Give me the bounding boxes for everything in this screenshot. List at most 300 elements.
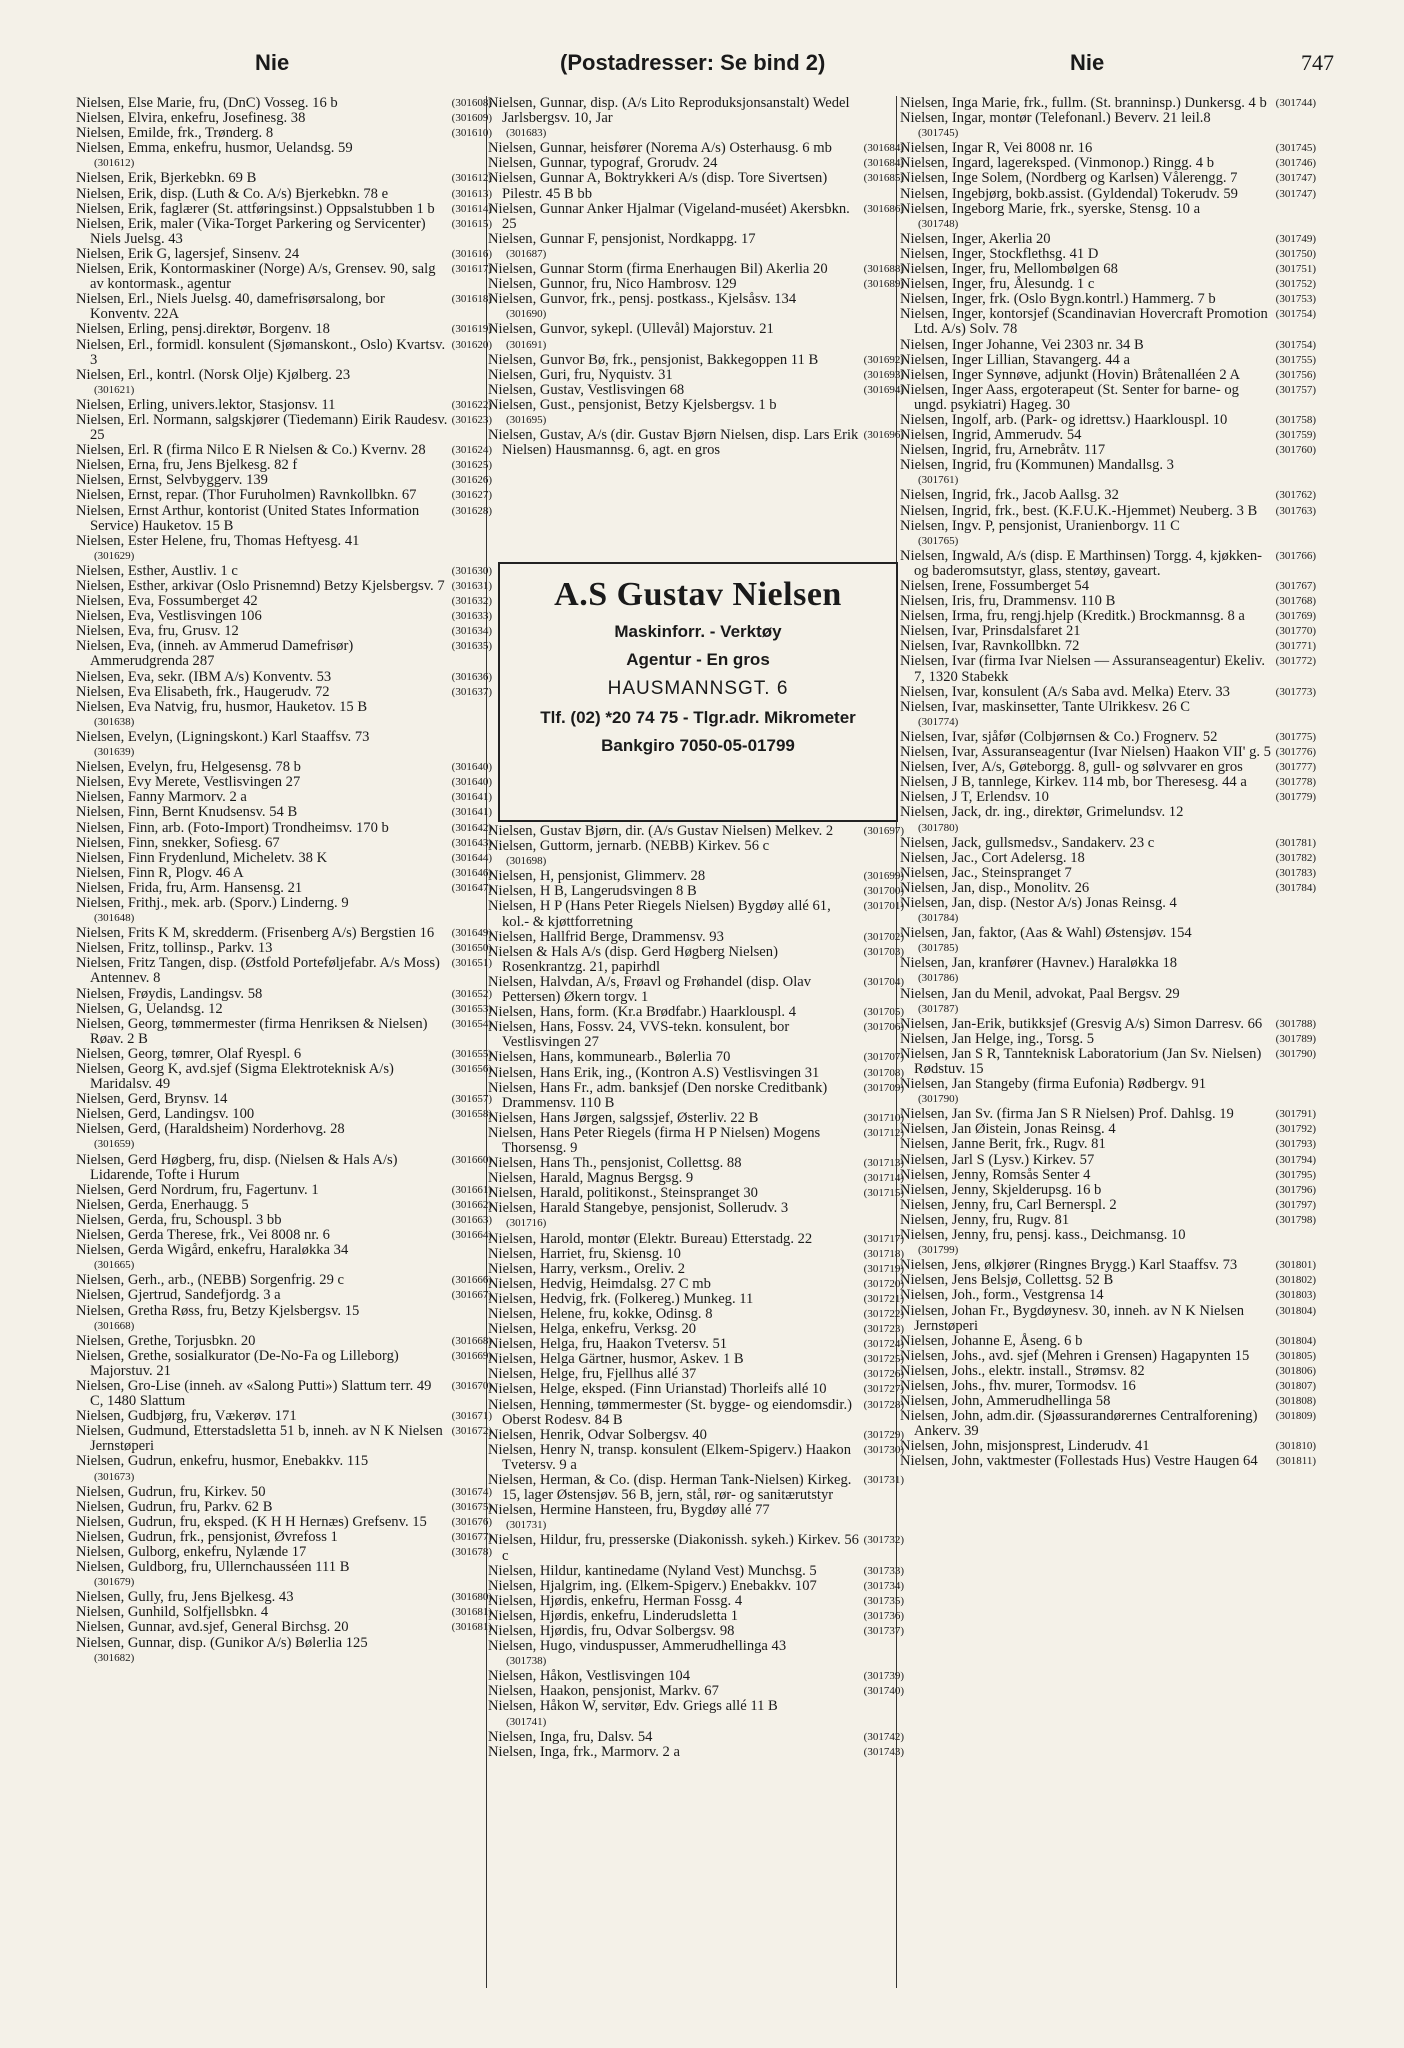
directory-entry <box>900 247 1316 262</box>
directory-entry <box>76 639 492 669</box>
entry-code: (301741) <box>506 1715 547 1728</box>
entry-text: Nielsen, Evelyn, fru, Helgesensg. 78 b <box>76 759 301 776</box>
entry-code: (301718) <box>863 1247 904 1260</box>
entry-code: (301688) <box>863 263 904 276</box>
directory-entry <box>900 1198 1316 1213</box>
entry-code: (301731) <box>506 1519 547 1532</box>
directory-entry <box>900 760 1316 775</box>
entry-code: (301709) <box>863 1081 904 1094</box>
entry-code: (301748) <box>918 217 959 230</box>
entry-text: Nielsen, Hjørdis, fru, Odvar Solbergsv. 98 <box>488 1622 735 1639</box>
entry-code: (301742) <box>863 1730 904 1743</box>
entry-code: (301790) <box>918 1093 959 1106</box>
directory-entry <box>488 322 904 352</box>
entry-code: (301805) <box>1275 1349 1316 1362</box>
entry-text: Nielsen, Ingrid, frk., Jacob Aallsg. 32 <box>900 487 1119 504</box>
directory-entry <box>76 141 492 171</box>
directory-column-3 <box>900 96 1316 1470</box>
directory-entry <box>76 805 492 820</box>
directory-entry <box>900 413 1316 428</box>
directory-entry <box>488 945 904 975</box>
directory-entry <box>76 473 492 488</box>
entry-code: (301619) <box>451 323 492 336</box>
directory-entry <box>76 775 492 790</box>
entry-text: Nielsen, Gustav, Vestlisvingen 68 <box>488 381 685 398</box>
directory-entry <box>900 262 1316 277</box>
entry-code: (301647) <box>451 881 492 894</box>
directory-entry <box>488 262 904 277</box>
directory-entry <box>488 1503 904 1533</box>
directory-entry <box>900 745 1316 760</box>
directory-entry <box>900 549 1316 579</box>
entry-text: Nielsen, Gunnar, avd.sjef, General Birchsg. 20 <box>76 1619 349 1636</box>
entry-text: Nielsen, H, pensjonist, Glimmerv. 28 <box>488 868 706 885</box>
directory-entry <box>76 1409 492 1424</box>
directory-entry <box>488 1005 904 1020</box>
entry-text: Nielsen, Gust., pensjonist, Betzy Kjelsbergsv. 1 b <box>488 396 777 413</box>
entry-code: (301653) <box>451 1002 492 1015</box>
directory-entry <box>900 1394 1316 1409</box>
entry-text: Nielsen, Grethe, Torjusbkn. 20 <box>76 1332 256 1349</box>
entry-code: (301685) <box>863 172 904 185</box>
entry-text: Nielsen, Jens Belsjø, Collettsg. 52 B <box>900 1272 1114 1289</box>
directory-entry <box>488 1307 904 1322</box>
directory-entry <box>900 1273 1316 1288</box>
directory-entry <box>900 654 1316 684</box>
entry-code: (301636) <box>451 670 492 683</box>
directory-entry <box>488 202 904 232</box>
entry-code: (301770) <box>1275 625 1316 638</box>
directory-entry <box>488 1247 904 1262</box>
entry-code: (301719) <box>863 1262 904 1275</box>
entry-text: Nielsen, Ingrid, Ammerudv. 54 <box>900 427 1082 444</box>
entry-code: (301790) <box>1275 1047 1316 1060</box>
entry-code: (301793) <box>1275 1138 1316 1151</box>
entry-code: (301656) <box>451 1063 492 1075</box>
directory-entry <box>76 1636 492 1666</box>
entry-text: Nielsen, Inger, kontorsjef (Scandinavian Hovercraft Promotion Ltd. A/s) Solv. 78 <box>900 306 1268 338</box>
directory-column-2-bottom <box>488 824 904 1760</box>
entry-text: Nielsen, Hildur, fru, presserske (Diakonissh. sykeh.) Kirkev. 56 c <box>488 1532 859 1564</box>
directory-entry <box>488 1609 904 1624</box>
directory-entry <box>76 700 492 730</box>
entry-code: (301727) <box>863 1383 904 1396</box>
entry-code: (301714) <box>863 1172 904 1185</box>
entry-text: Nielsen, Grethe, sosialkurator (De-No-Fa og Lilleborg) Majorstuv. 21 <box>76 1347 399 1379</box>
entry-code: (301673) <box>94 1470 135 1483</box>
entry-text: Nielsen, Hans Erik, ing., (Kontron A.S) Vestlisvingen 31 <box>488 1064 820 1081</box>
entry-text: Nielsen, Fanny Marmorv. 2 a <box>76 789 247 806</box>
directory-entry <box>488 428 904 458</box>
entry-code: (301799) <box>918 1244 959 1257</box>
entry-text: Nielsen, Gretha Røss, fru, Betzy Kjelsbergsv. 15 <box>76 1302 360 1319</box>
entry-text: Nielsen, Gunnar, typograf, Grorudv. 24 <box>488 155 718 172</box>
entry-text: Nielsen, Harriet, fru, Skiensg. 10 <box>488 1245 681 1262</box>
entry-text: Nielsen, Frithj., mek. arb. (Sporv.) Linderng. 9 <box>76 894 349 911</box>
directory-entry <box>488 1367 904 1382</box>
entry-code: (301713) <box>863 1157 904 1170</box>
directory-entry <box>488 1443 904 1473</box>
directory-entry <box>900 790 1316 805</box>
entry-text: Nielsen, Ivar, sjåfør (Colbjørnsen & Co.) Frognerv. 52 <box>900 728 1218 745</box>
directory-entry <box>900 307 1316 337</box>
entry-code: (301801) <box>1275 1259 1316 1272</box>
directory-entry <box>900 1454 1316 1469</box>
directory-entry <box>900 956 1316 986</box>
entry-text: Nielsen, Eva, Vestlisvingen 106 <box>76 608 262 625</box>
directory-entry <box>76 1122 492 1152</box>
entry-text: Nielsen, Gerd, Brynsv. 14 <box>76 1091 228 1108</box>
directory-entry <box>76 866 492 881</box>
entry-text: Nielsen, Helge, fru, Fjellhus allé 37 <box>488 1366 697 1383</box>
directory-entry <box>900 1183 1316 1198</box>
entry-code: (301802) <box>1275 1274 1316 1287</box>
header-right-word: Nie <box>1070 50 1105 75</box>
entry-code: (301807) <box>1275 1379 1316 1392</box>
directory-entry <box>76 624 492 639</box>
directory-entry <box>76 836 492 851</box>
entry-code: (301674) <box>451 1485 492 1498</box>
entry-code: (301702) <box>863 930 904 943</box>
directory-entry <box>76 1153 492 1183</box>
entry-code: (301716) <box>506 1217 547 1230</box>
directory-entry <box>76 111 492 126</box>
entry-text: Nielsen, Jan, disp. (Nestor A/s) Jonas Reinsg. 4 <box>900 894 1177 911</box>
entry-code: (301684) <box>863 142 904 155</box>
entry-code: (301743) <box>863 1745 904 1758</box>
directory-entry <box>900 277 1316 292</box>
entry-text: Nielsen, Jenny, fru, pensj. kass., Deichmansg. 10 <box>900 1227 1186 1244</box>
entry-code: (301728) <box>863 1398 904 1411</box>
entry-text: Nielsen, Erna, fru, Jens Bjelkesg. 82 f <box>76 457 298 474</box>
entry-code: (301767) <box>1275 580 1316 592</box>
entry-code: (301694) <box>863 383 904 396</box>
entry-text: Nielsen, Hans Jørgen, salgssjef, Østerliv. 22 B <box>488 1109 759 1126</box>
directory-entry <box>488 1186 904 1201</box>
directory-entry <box>76 368 492 398</box>
entry-code: (301765) <box>918 534 959 547</box>
directory-entry <box>488 368 904 383</box>
directory-entry <box>900 1258 1316 1273</box>
entry-code: (301721) <box>863 1292 904 1305</box>
entry-code: (301745) <box>1275 142 1316 155</box>
entry-text: Nielsen, Gunnar, heisfører (Norema A/s) Osterhausg. 6 mb <box>488 140 832 157</box>
entry-code: (301787) <box>918 1002 959 1015</box>
entry-code: (301681) <box>451 1606 492 1619</box>
entry-code: (301652) <box>451 987 492 1000</box>
entry-text: Nielsen, Ingrid, fru (Kommunen) Mandallsg. 3 <box>900 457 1174 474</box>
directory-entry <box>76 1349 492 1379</box>
directory-entry <box>488 884 904 899</box>
directory-entry <box>76 322 492 337</box>
entry-text: Nielsen, Guttorm, jernarb. (NEBB) Kirkev. 56 c <box>488 838 770 855</box>
directory-entry <box>76 594 492 609</box>
directory-entry <box>488 1533 904 1563</box>
entry-code: (301610) <box>451 127 492 140</box>
entry-text: Nielsen, Gunhild, Solfjellsbkn. 4 <box>76 1604 269 1621</box>
entry-text: Nielsen, Erik, maler (Vika-Torget Parkering og Servicenter) Niels Juelsg. 43 <box>76 215 426 247</box>
directory-entry <box>76 1017 492 1047</box>
directory-entry <box>900 1047 1316 1077</box>
entry-text: Nielsen, John, misjonsprest, Linderudv. 41 <box>900 1438 1150 1455</box>
directory-column-2-top <box>488 96 904 458</box>
directory-entry <box>488 1337 904 1352</box>
directory-entry <box>900 96 1316 111</box>
entry-code: (301627) <box>451 489 492 502</box>
entry-text: Nielsen, Elvira, enkefru, Josefinesg. 38 <box>76 110 306 127</box>
directory-entry <box>900 1304 1316 1334</box>
entry-text: Nielsen, Finn, arb. (Foto-Import) Trondheimsv. 170 b <box>76 819 389 836</box>
entry-text: Nielsen, Ingrid, frk., best. (K.F.U.K.-Hjemmet) Neuberg. 3 B <box>900 502 1258 519</box>
entry-code: (301669) <box>451 1349 492 1362</box>
entry-text: Nielsen, Henning, tømmermester (St. bygge- og eiendomsdir.) Oberst Rodesv. 84 B <box>488 1396 852 1428</box>
entry-text: Nielsen, Gerda Therese, frk., Vei 8008 nr. 6 <box>76 1227 330 1244</box>
directory-entry <box>488 1684 904 1699</box>
directory-entry <box>900 775 1316 790</box>
directory-entry <box>488 899 904 929</box>
entry-code: (301735) <box>863 1594 904 1607</box>
entry-text: Nielsen, Gerd, Landingsv. 100 <box>76 1106 255 1123</box>
directory-entry <box>900 1032 1316 1047</box>
entry-code: (301740) <box>863 1685 904 1698</box>
directory-entry <box>488 1232 904 1247</box>
directory-entry <box>488 839 904 869</box>
entry-text: Nielsen, Finn, snekker, Sofiesg. 67 <box>76 834 280 851</box>
directory-entry <box>76 1092 492 1107</box>
directory-entry <box>900 353 1316 368</box>
entry-text: Nielsen, Jan-Erik, butikksjef (Gresvig A/s) Simon Darresv. 66 <box>900 1015 1263 1032</box>
directory-entry <box>76 488 492 503</box>
entry-text: Nielsen, Iris, fru, Drammensv. 110 B <box>900 593 1116 610</box>
directory-entry <box>76 1590 492 1605</box>
directory-entry <box>488 1126 904 1156</box>
directory-entry <box>488 1081 904 1111</box>
directory-entry <box>76 202 492 217</box>
directory-entry <box>488 1156 904 1171</box>
directory-entry <box>900 881 1316 896</box>
directory-entry <box>76 670 492 685</box>
entry-text: Nielsen, Gerd, (Haraldsheim) Norderhovg. 28 <box>76 1121 345 1138</box>
entry-code: (301620) <box>451 338 492 351</box>
entry-code: (301761) <box>918 474 959 487</box>
entry-code: (301810) <box>1275 1440 1316 1453</box>
directory-entry <box>900 1077 1316 1107</box>
entry-code: (301733) <box>863 1564 904 1577</box>
entry-code: (301622) <box>451 398 492 411</box>
directory-entry <box>900 1364 1316 1379</box>
entry-code: (301744) <box>1275 97 1316 109</box>
entry-text: Nielsen, Jan Sv. (firma Jan S R Nielsen) Prof. Dahlsg. 19 <box>900 1106 1234 1123</box>
directory-entry <box>76 956 492 986</box>
entry-code: (301640) <box>451 776 492 789</box>
entry-text: Nielsen, Erik, faglærer (St. attføringsinst.) Oppsalstubben 1 b <box>76 200 435 217</box>
entry-text: Nielsen, Emma, enkefru, husmor, Uelandsg. 59 <box>76 140 353 157</box>
entry-text: Nielsen, Jack, dr. ing., direktør, Grimelundsv. 12 <box>900 804 1184 821</box>
directory-entry <box>488 1594 904 1609</box>
directory-entry <box>488 232 904 262</box>
entry-text: Nielsen, Jan, faktor, (Aas & Wahl) Østensjøv. 154 <box>900 925 1192 942</box>
entry-text: Nielsen, Hans Peter Riegels (firma H P Nielsen) Mogens Thorsensg. 9 <box>488 1124 821 1156</box>
entry-text: Nielsen, Helge, eksped. (Finn Urianstad) Thorleifs allé 10 <box>488 1381 827 1398</box>
directory-entry <box>76 187 492 202</box>
directory-entry <box>76 609 492 624</box>
entry-text: Nielsen, Inga, fru, Dalsv. 54 <box>488 1728 653 1745</box>
entry-code: (301616) <box>451 247 492 260</box>
directory-entry <box>76 1530 492 1545</box>
entry-code: (301637) <box>451 685 492 698</box>
entry-text: Nielsen, Gunvor, frk., pensj. postkass., Kjelsåsv. 134 <box>488 291 797 308</box>
directory-entry <box>488 1699 904 1729</box>
entry-code: (301707) <box>863 1051 904 1064</box>
entry-code: (301781) <box>1275 836 1316 849</box>
directory-entry <box>76 126 492 141</box>
entry-text: Nielsen, Gunvor, sykepl. (Ullevål) Majorstuv. 21 <box>488 321 774 338</box>
entry-code: (301792) <box>1275 1123 1316 1136</box>
directory-entry <box>488 1020 904 1050</box>
directory-entry <box>76 881 492 896</box>
directory-entry <box>900 368 1316 383</box>
entry-code: (301784) <box>1275 881 1316 894</box>
directory-entry <box>488 1066 904 1081</box>
entry-text: Nielsen, Esther, arkivar (Oslo Prisnemnd) Betzy Kjelsbergsv. 7 <box>76 578 445 594</box>
entry-text: Nielsen, Hjørdis, enkefru, Herman Fossg. 4 <box>488 1592 743 1609</box>
entry-text: Nielsen, Eva, sekr. (IBM A/s) Konventv. 53 <box>76 668 332 685</box>
directory-entry <box>76 1379 492 1409</box>
entry-code: (301670) <box>451 1379 492 1392</box>
entry-code: (301808) <box>1275 1395 1316 1408</box>
entry-code: (301745) <box>918 127 959 140</box>
entry-text: Nielsen, Hans, form. (Kr.a Brødfabr.) Haarklouspl. 4 <box>488 1004 797 1021</box>
directory-entry <box>488 1624 904 1639</box>
entry-text: Nielsen, Erling, pensj.direktør, Borgenv. 18 <box>76 321 330 338</box>
directory-entry <box>76 1605 492 1620</box>
entry-text: Nielsen, Harald Stangebye, pensjonist, Sollerudv. 3 <box>488 1200 789 1217</box>
entry-code: (301664) <box>451 1229 492 1242</box>
entry-text: Nielsen, Ingar, montør (Telefonanl.) Beverv. 21 leil.8 <box>900 110 1211 127</box>
entry-text: Nielsen, Ingeborg Marie, frk., syerske, Stensg. 10 a <box>900 200 1201 217</box>
directory-entry <box>76 504 492 534</box>
directory-entry <box>76 730 492 760</box>
entry-code: (301672) <box>451 1425 492 1438</box>
entry-text: Nielsen, Gudmund, Etterstadsletta 51 b, inneh. av N K Nielsen Jernstøperi <box>76 1423 443 1455</box>
entry-code: (301617) <box>451 263 492 276</box>
directory-entry <box>488 1398 904 1428</box>
entry-code: (301809) <box>1275 1410 1316 1423</box>
directory-entry <box>488 1292 904 1307</box>
entry-text: Nielsen, Fritz, tollinsp., Parkv. 13 <box>76 940 273 957</box>
entry-code: (301618) <box>451 293 492 306</box>
entry-text: Nielsen, Inger, Stockflethsg. 41 D <box>900 245 1099 262</box>
entry-code: (301732) <box>863 1534 904 1547</box>
entry-code: (301763) <box>1275 504 1316 517</box>
entry-code: (301687) <box>506 247 547 260</box>
entry-text: Nielsen, Hans, Fossv. 24, VVS-tekn. konsulent, bor Vestlisvingen 27 <box>488 1019 790 1051</box>
entry-text: Nielsen, John, adm.dir. (Sjøassurandørernes Centralforening) Ankerv. 39 <box>900 1408 1258 1440</box>
entry-text: Nielsen, Halvdan, A/s, Frøavl og Frøhandel (disp. Olav Pettersen) Økern torgv. 1 <box>488 973 812 1006</box>
entry-code: (301757) <box>1275 383 1316 396</box>
entry-text: Nielsen, Eva Elisabeth, frk., Haugerudv. 72 <box>76 683 330 700</box>
entry-code: (301628) <box>451 504 492 517</box>
entry-text: Nielsen, Jan Øistein, Jonas Reinsg. 4 <box>900 1121 1116 1138</box>
entry-code: (301747) <box>1275 187 1316 200</box>
directory-entry <box>900 1122 1316 1137</box>
entry-code: (301730) <box>863 1443 904 1456</box>
page-header <box>70 50 1334 90</box>
entry-text: Nielsen, Gunnar A, Boktrykkeri A/s (disp. Tore Sivertsen) Pilestr. 45 B bb <box>488 170 828 202</box>
entry-text: Nielsen, Emilde, frk., Trønderg. 8 <box>76 125 274 142</box>
entry-code: (301681) <box>451 1621 492 1634</box>
entry-code: (301768) <box>1275 595 1316 608</box>
entry-text: Nielsen, Gustav Bjørn, dir. (A/s Gustav Nielsen) Melkev. 2 <box>488 823 834 839</box>
entry-code: (301762) <box>1275 489 1316 502</box>
directory-entry <box>900 805 1316 835</box>
entry-text: Nielsen, Erik G, lagersjef, Sinsenv. 24 <box>76 245 300 262</box>
entry-code: (301778) <box>1275 776 1316 789</box>
entry-text: Nielsen, Else Marie, fru, (DnC) Vosseg. 16 b <box>76 95 338 111</box>
entry-text: Nielsen, Fritz Tangen, disp. (Østfold Porteføljefabr. A/s Moss) Antennev. 8 <box>76 955 440 987</box>
entry-text: Nielsen, Harold, montør (Elektr. Bureau) Etterstadg. 22 <box>488 1230 813 1247</box>
entry-code: (301731) <box>863 1474 904 1487</box>
entry-text: Nielsen, Hans Fr., adm. banksjef (Den norske Creditbank) Drammensv. 110 B <box>488 1079 828 1111</box>
directory-entry <box>76 171 492 186</box>
directory-entry <box>900 866 1316 881</box>
directory-entry <box>900 926 1316 956</box>
entry-code: (301614) <box>451 202 492 215</box>
entry-code: (301612) <box>451 172 492 185</box>
entry-text: Nielsen, Gunnor, fru, Nico Hambrosv. 129 <box>488 276 737 293</box>
entry-code: (301642) <box>451 821 492 834</box>
entry-text: Nielsen, Jenny, fru, Carl Bernerspl. 2 <box>900 1196 1117 1213</box>
entry-text: Nielsen, Jenny, fru, Rugv. 81 <box>900 1211 1070 1228</box>
entry-text: Nielsen, Gro-Lise (inneh. av «Salong Putti») Slattum terr. 49 C, 1480 Slattum <box>76 1377 432 1410</box>
entry-code: (301738) <box>506 1655 547 1668</box>
entry-text: Nielsen, Erl., Niels Juelsg. 40, damefrisørsalong, bor Konventv. 22A <box>76 291 385 323</box>
directory-entry <box>76 1273 492 1288</box>
entry-text: Nielsen, Finn R, Plogv. 46 A <box>76 864 244 881</box>
entry-text: Nielsen, Jens, ølkjører (Ringnes Brygg.) Karl Staaffsv. 73 <box>900 1257 1238 1274</box>
entry-code: (301666) <box>451 1274 492 1287</box>
entry-code: (301723) <box>863 1323 904 1336</box>
entry-text: Nielsen, Gerh., arb., (NEBB) Sorgenfrig. 29 c <box>76 1272 345 1289</box>
entry-text: Nielsen, Harry, verksm., Oreliv. 2 <box>488 1260 686 1277</box>
directory-entry <box>900 504 1316 519</box>
entry-text: Nielsen, Gudrun, fru, Kirkev. 50 <box>76 1483 266 1500</box>
directory-entry <box>488 1428 904 1443</box>
entry-code: (301660) <box>451 1153 492 1166</box>
entry-text: Nielsen, Eva, fru, Grusv. 12 <box>76 623 239 640</box>
directory-entry <box>900 1349 1316 1364</box>
entry-text: Nielsen, Inger Johanne, Vei 2303 nr. 34 B <box>900 336 1144 353</box>
directory-entry <box>900 111 1316 141</box>
entry-text: Nielsen, Frits K M, skredderm. (Frisenberg A/s) Bergstien 16 <box>76 925 435 942</box>
entry-code: (301679) <box>94 1576 135 1589</box>
entry-code: (301754) <box>1275 308 1316 321</box>
entry-text: Nielsen, Henry N, transp. konsulent (Elkem-Spigerv.) Haakon Tvetersv. 9 a <box>488 1441 851 1473</box>
entry-text: Nielsen, Ivar, Assuranseagentur (Ivar Nielsen) Haakon VII' g. 5 <box>900 744 1271 761</box>
entry-code: (301747) <box>1275 172 1316 185</box>
directory-entry <box>76 1213 492 1228</box>
entry-code: (301632) <box>451 595 492 608</box>
entry-text: Nielsen, Ester Helene, fru, Thomas Heftyesg. 41 <box>76 532 360 549</box>
entry-text: Nielsen, H P (Hans Peter Riegels Nielsen) Bygdøy allé 61, kol.- & kjøttforretning <box>488 898 831 930</box>
directory-entry <box>76 413 492 443</box>
entry-text: Nielsen, Haakon, pensjonist, Markv. 67 <box>488 1683 719 1700</box>
directory-entry <box>488 96 904 141</box>
entry-text: Nielsen, Ernst Arthur, kontorist (United States Information Service) Hauketov. 15 B <box>76 502 420 534</box>
entry-code: (301641) <box>451 791 492 804</box>
entry-code: (301625) <box>451 459 492 472</box>
entry-text: Nielsen, Ingard, lagereksped. (Vinmonop.) Ringg. 4 b <box>900 155 1215 172</box>
